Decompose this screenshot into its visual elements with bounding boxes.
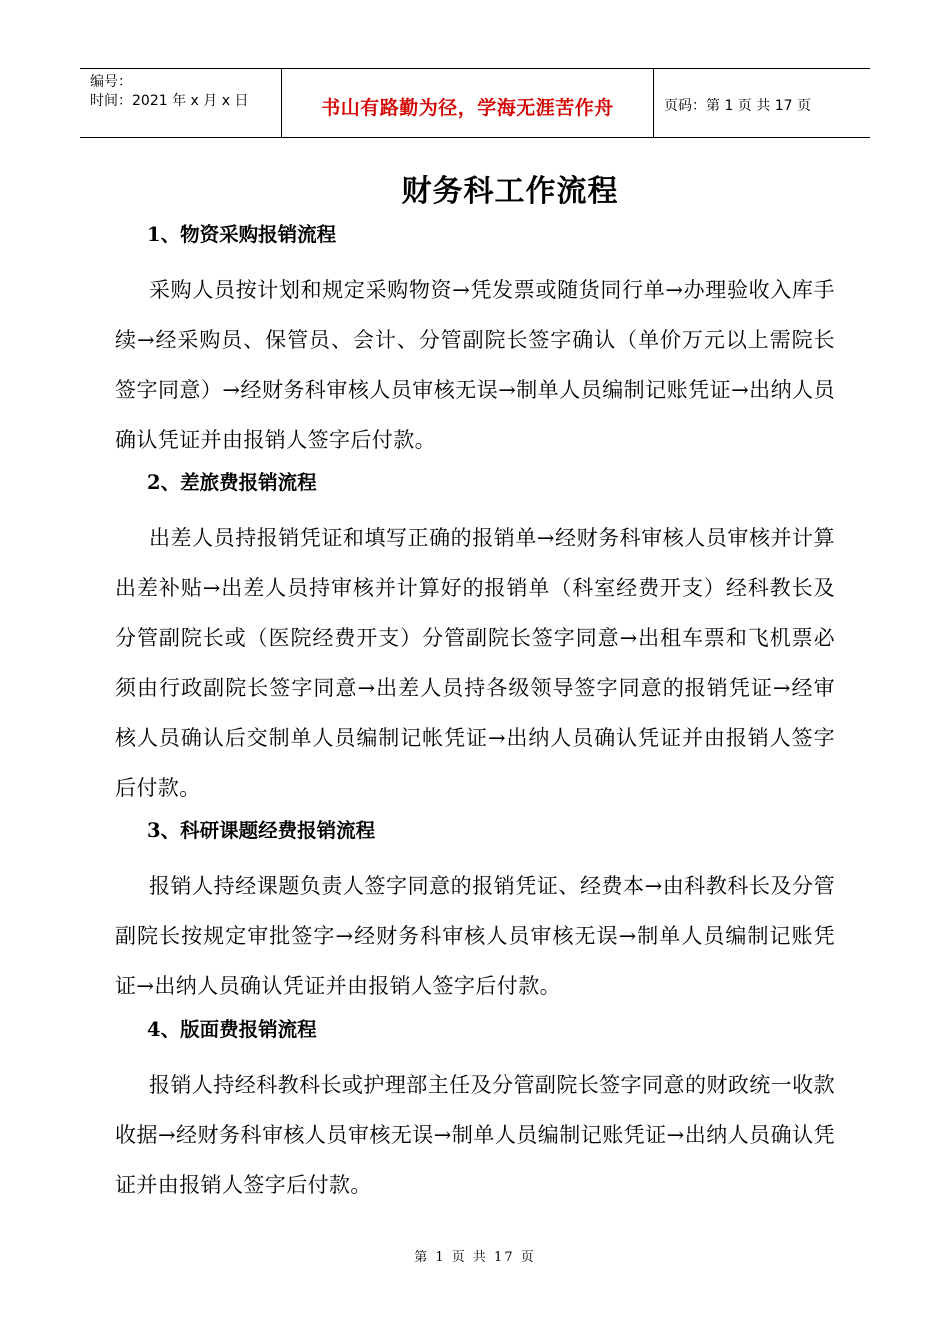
section-heading: 4、版面费报销流程: [147, 1018, 317, 1041]
page-footer: 第 1 页 共 17 页: [414, 1250, 536, 1265]
section-paragraph: 出差人员持报销凭证和填写正确的报销单→经财务科审核人员审核并计算出差补贴→出差人员持审核并计算好的报销单（科室经费开支）经科教长及分管副院长或（医院经费开支）分管副院长签字同意→出租车票和飞机票必须由行政副院长签字同意→出差人员持各级领导签字同意的报销凭证→经审核人员确认后交制单人员编制记帐凭证→出纳人员确认凭证并由报销人签字后付款。: [115, 526, 835, 800]
section-paragraph: 报销人持经科教科长或护理部主任及分管副院长签字同意的财政统一收款收据→经财务科审核人员审核无误→制单人员编制记账凭证→出纳人员确认凭证并由报销人签字后付款。: [115, 1073, 835, 1197]
header-motto-cell: [282, 69, 654, 137]
header-meta-cell: [80, 69, 282, 137]
section-paragraph: 采购人员按计划和规定采购物资→凭发票或随货同行单→办理验收入库手续→经采购员、保管员、会计、分管副院长签字确认（单价万元以上需院长签字同意）→经财务科审核人员审核无误→制单人员编制记账凭证→出纳人员确认凭证并由报销人签字后付款。: [115, 278, 835, 452]
section-page-fee: [115, 1013, 835, 1210]
page-header: [80, 68, 870, 138]
section-paragraph: 报销人持经课题负责人签字同意的报销凭证、经费本→由科教科长及分管副院长按规定审批签字→经财务科审核人员审核无误→制单人员编制记账凭证→出纳人员确认凭证并由报销人签字后付款。: [115, 874, 835, 998]
section-research: [115, 814, 835, 1011]
header-page-info: 页码：第 1 页 共 17 页: [664, 98, 811, 114]
header-page-cell: [654, 69, 870, 137]
document-time-label: 时间：2021 年 x 月 x 日: [90, 93, 249, 109]
section-travel: [115, 466, 835, 813]
section-purchase: [115, 218, 835, 465]
section-heading: 3、科研课题经费报销流程: [147, 819, 376, 842]
page-title: 财务科工作流程: [401, 174, 619, 209]
section-heading: 2、差旅费报销流程: [147, 471, 317, 494]
header-motto: 书山有路勤为径，学海无涯苦作舟: [321, 96, 614, 119]
section-heading: 1、物资采购报销流程: [147, 223, 337, 246]
document-number-label: 编号：: [90, 74, 132, 90]
